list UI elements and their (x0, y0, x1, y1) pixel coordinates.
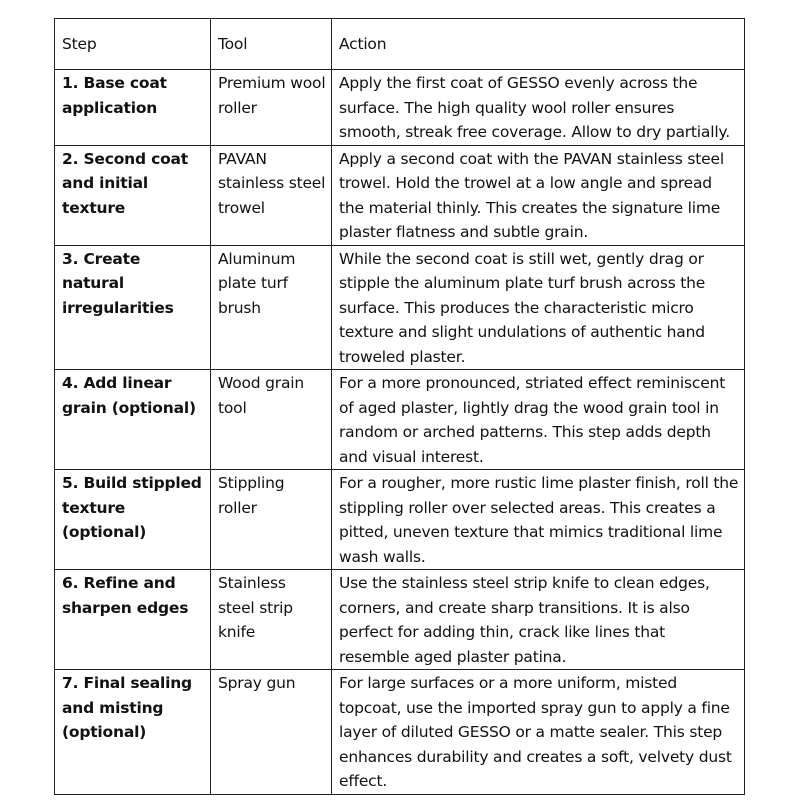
step-cell: 6. Refine and sharpen edges (55, 570, 211, 670)
tool-cell: Stainless steel strip knife (211, 570, 332, 670)
tool-cell: Premium wool roller (211, 70, 332, 146)
action-cell: For large surfaces or a more uniform, misted topcoat, use the imported spray gun to apply a fine layer of diluted GESSO or a matte sealer. This step enhances durability and creates a soft, velvety dust effect. (332, 670, 745, 795)
table-row (55, 370, 745, 470)
action-cell: While the second coat is still wet, gently drag or stipple the aluminum plate turf brush across the surface. This produces the characteristic micro texture and slight undulations of authentic hand troweled plaster. (332, 245, 745, 370)
table-row (55, 670, 745, 795)
document-page (54, 18, 744, 795)
table-header-row (55, 19, 745, 70)
step-cell: 3. Create natural irregularities (55, 245, 211, 370)
steps-table (54, 18, 745, 795)
step-cell: 1. Base coat application (55, 70, 211, 146)
step-cell: 2. Second coat and initial texture (55, 145, 211, 245)
step-cell: 4. Add linear grain (optional) (55, 370, 211, 470)
header-action: Action (332, 19, 745, 70)
table-row (55, 70, 745, 146)
tool-cell: Wood grain tool (211, 370, 332, 470)
action-cell: Apply a second coat with the PAVAN stainless steel trowel. Hold the trowel at a low angle and spread the material thinly. This creates the signature lime plaster flatness and subtle grain. (332, 145, 745, 245)
action-cell: Apply the first coat of GESSO evenly across the surface. The high quality wool roller ensures smooth, streak free coverage. Allow to dry partially. (332, 70, 745, 146)
tool-cell: Spray gun (211, 670, 332, 795)
action-cell: For a more pronounced, striated effect reminiscent of aged plaster, lightly drag the wood grain tool in random or arched patterns. This step adds depth and visual interest. (332, 370, 745, 470)
step-cell: 7. Final sealing and misting (optional) (55, 670, 211, 795)
header-step: Step (55, 19, 211, 70)
tool-cell: PAVAN stainless steel trowel (211, 145, 332, 245)
header-tool: Tool (211, 19, 332, 70)
table-row (55, 145, 745, 245)
table-row (55, 470, 745, 570)
table-row (55, 245, 745, 370)
table-row (55, 570, 745, 670)
action-cell: For a rougher, more rustic lime plaster finish, roll the stippling roller over selected areas. This creates a pitted, uneven texture that mimics traditional lime wash walls. (332, 470, 745, 570)
tool-cell: Aluminum plate turf brush (211, 245, 332, 370)
action-cell: Use the stainless steel strip knife to clean edges, corners, and create sharp transitions. It is also perfect for adding thin, crack like lines that resemble aged plaster patina. (332, 570, 745, 670)
tool-cell: Stippling roller (211, 470, 332, 570)
step-cell: 5. Build stippled texture (optional) (55, 470, 211, 570)
